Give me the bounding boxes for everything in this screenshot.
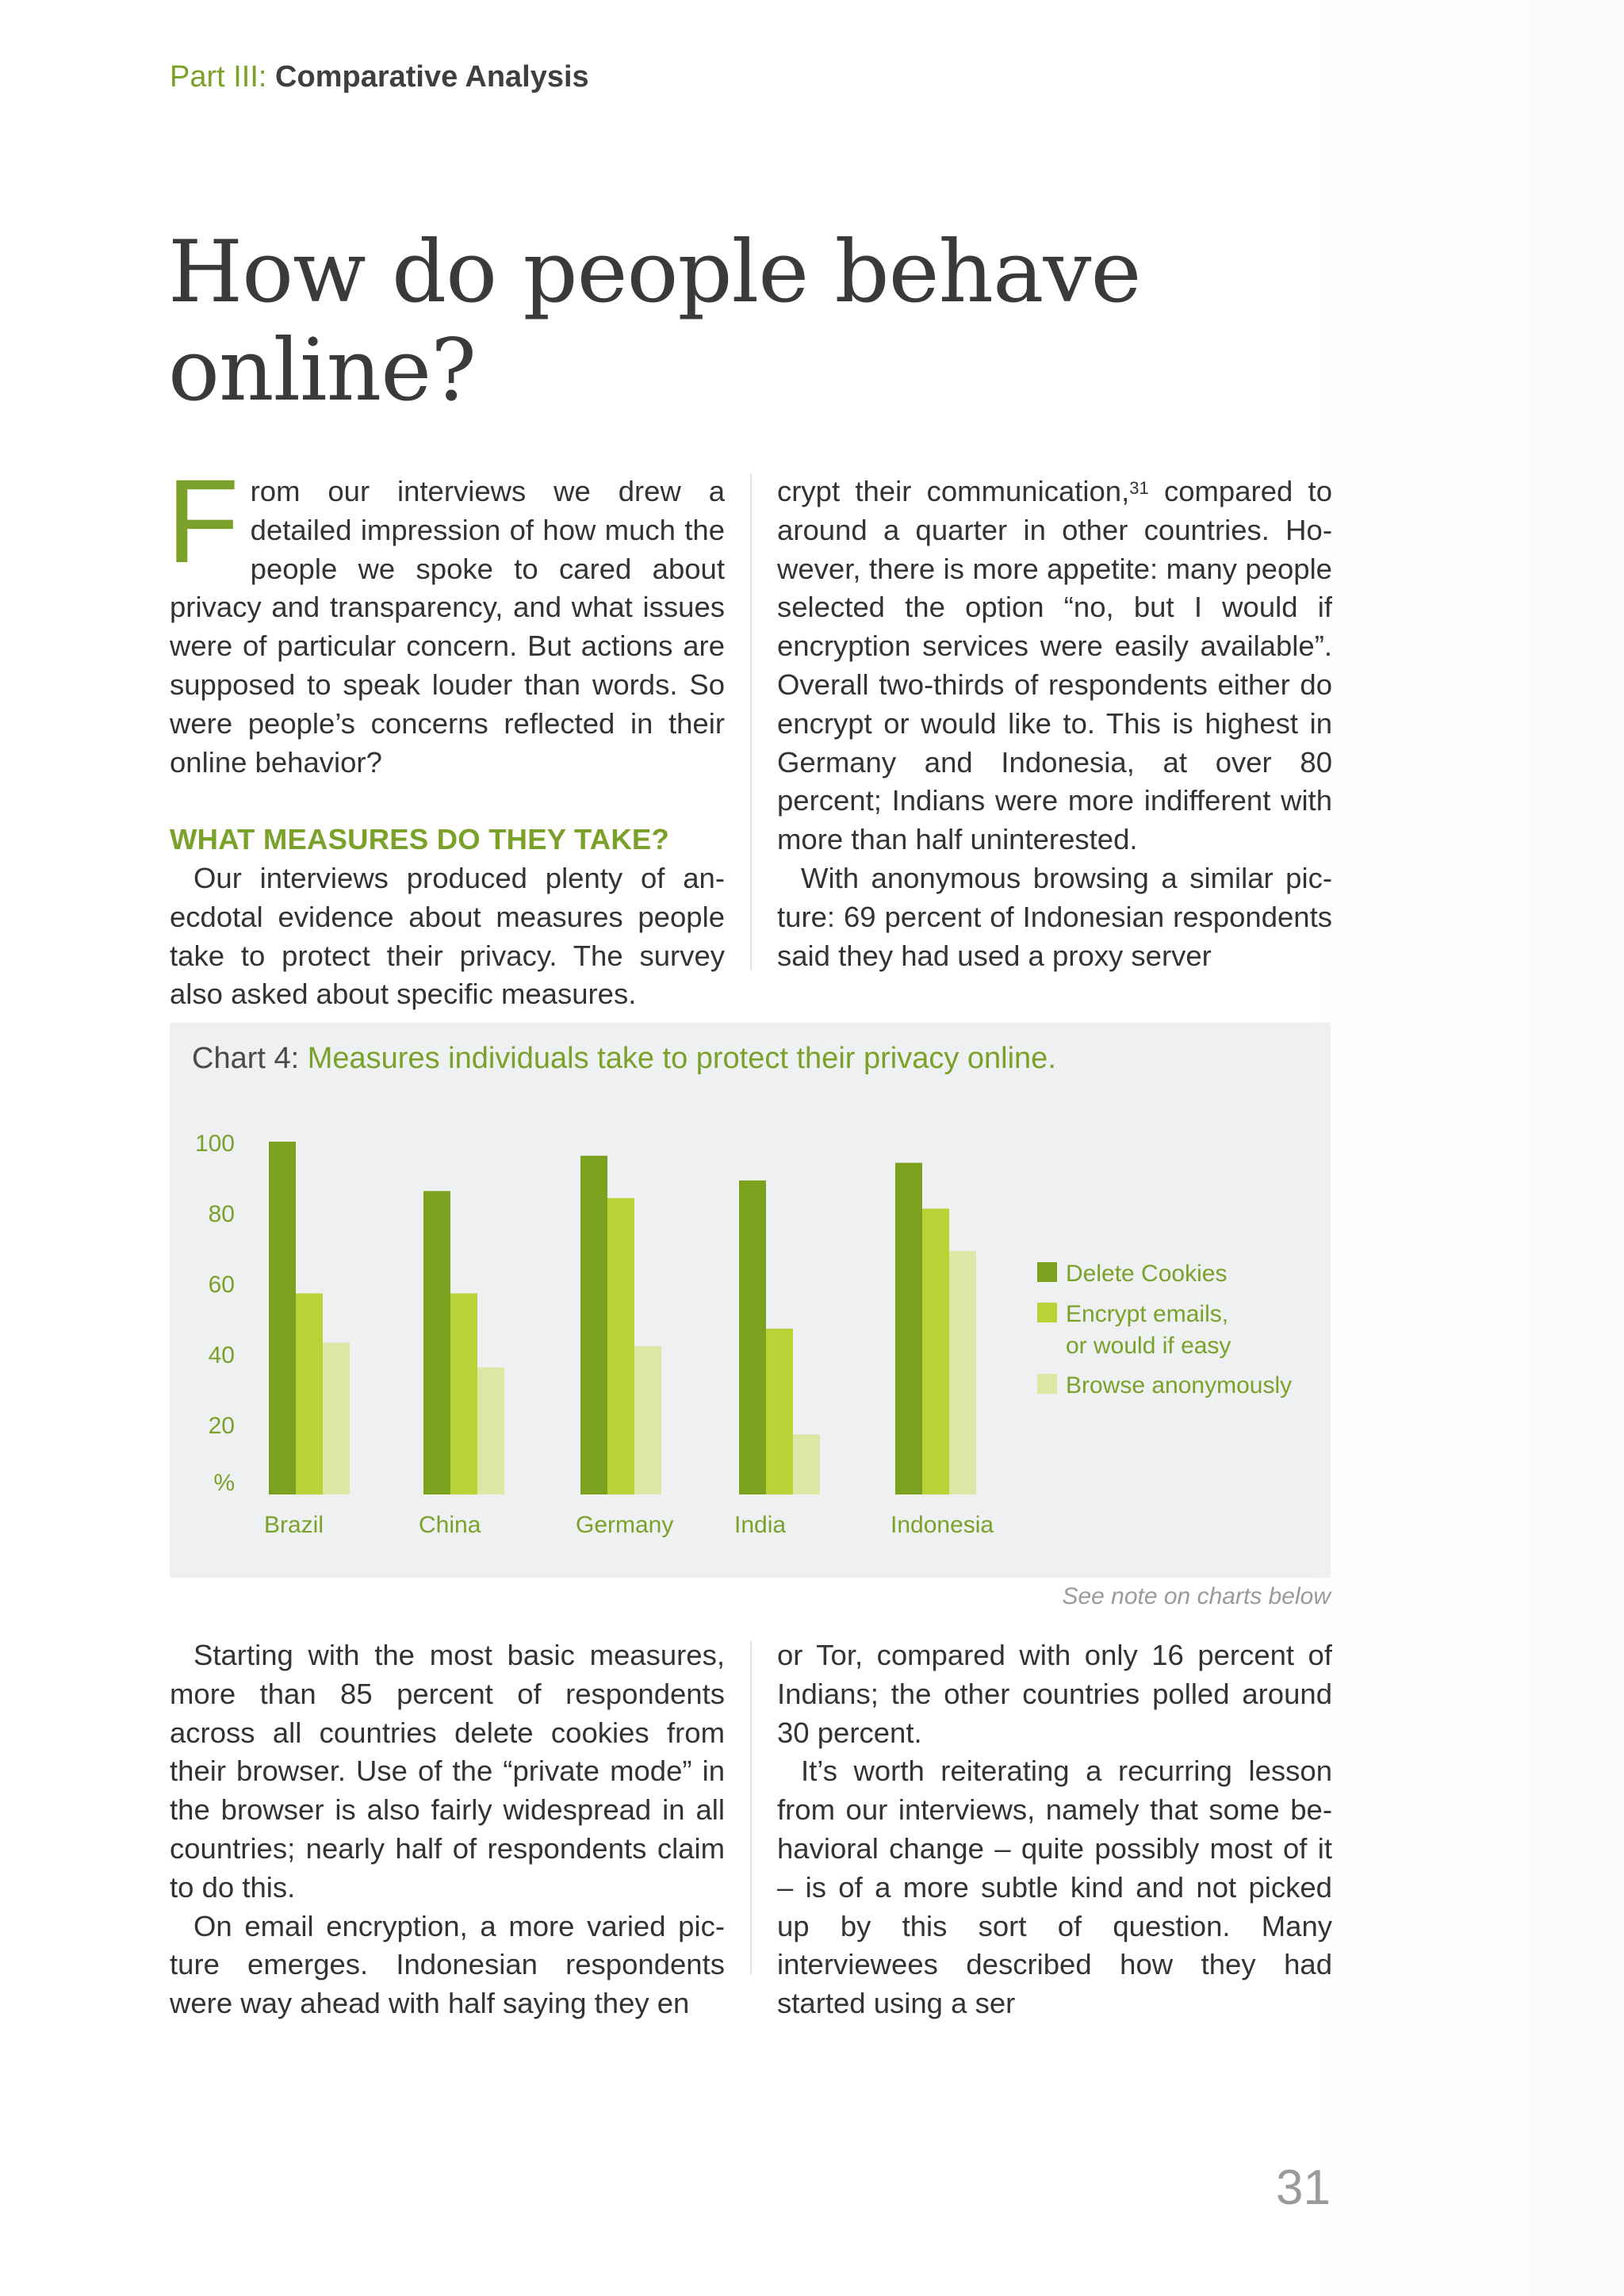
running-head-part: Part III: [170, 60, 267, 94]
right-column-bottom [777, 1636, 1332, 2023]
bar-germany-series-1 [580, 1156, 607, 1494]
page-title-line-1: How do people behave [168, 223, 1141, 322]
right-top-text-b: compared to around a quarter in other countries. However, there is more appetite: many people selected the option “no, but I would if encryption services were easily available”. Overall two-thirds of respondents either do encrypt or would like to. This is highest in Germany and Indonesia, at over 80 percent; Indians were more indifferent with more than half uninterested. [777, 475, 1332, 856]
bar-chart [170, 1023, 1331, 1578]
left-top-paragraph-2: Our interviews produced plenty of anecdotal evidence about measures people take to protect their privacy. The survey also asked about specific measures. [170, 861, 725, 1011]
page-number: 31 [1276, 2160, 1331, 2215]
bar-brazil-series-3 [323, 1343, 350, 1494]
right-bottom-paragraph-2: It’s worth reiterating a recurring lesson from our interviews, namely that some behavioral change – quite possibly most of it – is of a more subtle kind and not picked up by this sort of question. Many interviewees described how they had started using a ser [777, 1755, 1332, 2020]
bar-india-series-1 [739, 1181, 766, 1494]
bar-indonesia-series-3 [949, 1251, 976, 1494]
y-tick-label: 60 [208, 1272, 235, 1298]
running-head-section: Comparative Analysis [275, 60, 589, 94]
running-head [170, 60, 589, 94]
legend-swatch-2 [1037, 1303, 1057, 1322]
y-tick-label: 40 [208, 1342, 235, 1368]
intro-text: rom our interviews we drew a detailed impression of how much the people we spoke to cared about privacy and transparency, and what issues were of particular concern. But actions are supposed to speak louder than words. So were people’s concerns reflected in their online behavior? [170, 475, 725, 779]
section-subhead: WHAT MEASURES DO THEY TAKE? [170, 823, 669, 856]
bar-indonesia-series-2 [922, 1209, 949, 1494]
page-title-line-2: online? [168, 321, 477, 420]
right-top-paragraph-1 [777, 473, 1332, 859]
chart-label: Chart 4: [192, 1042, 300, 1075]
bar-germany-series-3 [634, 1346, 661, 1494]
bar-indonesia-series-1 [895, 1163, 922, 1494]
bar-china-series-1 [423, 1191, 450, 1494]
left-column-top [167, 454, 725, 1014]
column-divider-bottom [750, 1641, 752, 1974]
column-divider-top [750, 474, 752, 970]
x-tick-label: Indonesia [891, 1512, 994, 1538]
bar-china-series-3 [477, 1368, 504, 1494]
intro-paragraph [167, 454, 725, 782]
x-tick-label: Germany [576, 1512, 674, 1538]
bar-india-series-3 [793, 1434, 820, 1494]
legend-label-2: or would if easy [1066, 1333, 1231, 1359]
page-background-shade [1291, 0, 1624, 2296]
chart-panel [170, 1023, 1331, 1578]
right-top-paragraph-2: With anonymous browsing a similar picture: 69 percent of Indonesian respondents said they had used a proxy server [777, 861, 1332, 972]
legend-swatch-1 [1037, 1262, 1057, 1282]
chart-note: See note on charts below [1062, 1583, 1331, 1609]
x-tick-label: Brazil [264, 1512, 324, 1538]
x-tick-label: India [734, 1512, 787, 1538]
right-column-top [777, 473, 1332, 975]
legend-label-1: Delete Cookies [1066, 1261, 1228, 1287]
left-column-bottom [170, 1636, 725, 2023]
y-unit-label: % [213, 1470, 235, 1496]
y-tick-label: 100 [194, 1131, 235, 1157]
x-tick-label: China [419, 1512, 481, 1538]
legend-label-2: Encrypt emails, [1066, 1301, 1229, 1327]
right-bottom-paragraph-1: or Tor, compared with only 16 percent of Indians; the other countries polled around 30 percent. [777, 1639, 1332, 1749]
bar-china-series-2 [450, 1293, 477, 1494]
legend-label-3: Browse anonymously [1066, 1372, 1293, 1399]
legend-swatch-3 [1037, 1374, 1057, 1394]
y-tick-label: 80 [208, 1201, 235, 1227]
chart-title: Measures individuals take to protect their privacy online. [307, 1042, 1056, 1075]
left-bottom-paragraph-1: Starting with the most basic measures, more than 85 percent of respondents across all countries delete cookies from their browser. Use of the “private mode” in the browser is also fairly widespread in all countries; nearly half of respondents claim to do this. [170, 1639, 725, 1904]
page-title [168, 224, 1278, 420]
bar-india-series-2 [766, 1329, 793, 1494]
bar-brazil-series-1 [269, 1142, 296, 1494]
footnote-marker: 31 [1129, 478, 1149, 498]
right-top-text-a: crypt their communication, [777, 475, 1130, 507]
bar-germany-series-2 [607, 1198, 634, 1494]
bar-brazil-series-2 [296, 1293, 323, 1494]
left-bottom-paragraph-2: On email encryption, a more varied picture emerges. Indonesian respondents were way ahead with half saying they en [170, 1909, 725, 2020]
drop-cap: F [167, 454, 239, 587]
y-tick-label: 20 [208, 1413, 235, 1439]
